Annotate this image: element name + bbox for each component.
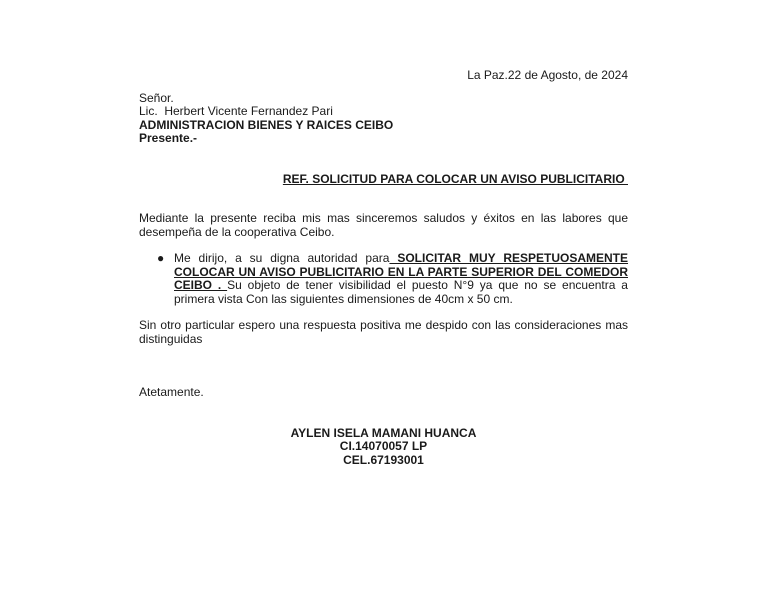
recipient-salutation: Señor. (139, 90, 174, 105)
bullet-rest-text: Su objeto de tener visibilidad el puesto N°9 ya que no se encuentra a primera vista Con las siguientes dimensiones de 40cm x 50 cm. (174, 278, 628, 306)
request-bullet (139, 252, 628, 306)
bullet-lead-text: Me dirijo, a su digna autoridad para (174, 251, 390, 265)
signature-block (139, 427, 628, 468)
intro-paragraph: Mediante la presente reciba mis mas sinceremos saludos y éxitos en las labores que desempeña de la cooperativa Ceibo. (139, 211, 628, 239)
bullet-emphasis-text: SOLICITAR MUY RESPETUOSAMENTE COLOCAR UN AVISO PUBLICITARIO EN LA PARTE SUPERIOR DEL COMEDOR CEIBO . (174, 251, 629, 292)
letter-date: La Paz.22 de Agosto, de 2024 (467, 68, 628, 82)
recipient-organization: ADMINISTRACION BIENES Y RAICES CEIBO (139, 117, 394, 132)
signature-ci: CI.14070057 LP (339, 439, 428, 453)
closing-paragraph: Sin otro particular espero una respuesta positiva me despido con las consideraciones mas distinguidas (139, 318, 628, 346)
letter-body (139, 69, 628, 467)
signature-name: AYLEN ISELA MAMANI HUANCA (290, 425, 477, 440)
recipient-name: Lic. Herbert Vicente Fernandez Pari (139, 104, 333, 118)
bullet-dot-icon: ● (157, 251, 165, 265)
reference-line: REF. SOLICITUD PARA COLOCAR UN AVISO PUBLICITARIO (282, 171, 628, 186)
regards-line: Atetamente. (139, 385, 204, 399)
signature-cel: CEL.67193001 (343, 452, 424, 467)
recipient-block (139, 92, 628, 146)
recipient-presente: Presente.- (139, 131, 198, 145)
